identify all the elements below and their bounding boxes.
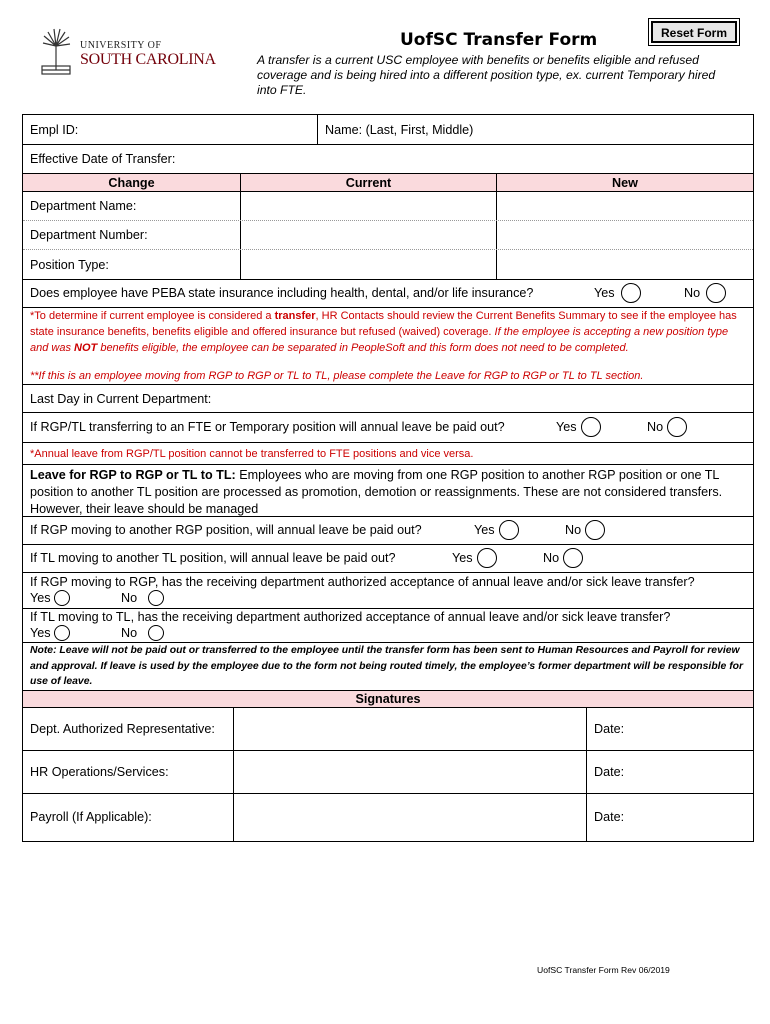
department-number-current-input[interactable] — [240, 221, 496, 249]
tl-paid-question: If TL moving to another TL position, will annual leave be paid out? — [30, 551, 396, 565]
peba-no-label: No — [684, 286, 701, 300]
tl-accept-no-label: No — [121, 626, 138, 640]
last-day-field[interactable]: Last Day in Current Department: — [23, 385, 753, 413]
row-label-department-number: Department Number: — [30, 228, 148, 242]
rgp-paid-question: If RGP moving to another RGP position, will annual leave be paid out? — [30, 523, 422, 537]
payroll-signature-input[interactable] — [233, 794, 586, 841]
payroll-date-field[interactable]: Date: — [586, 794, 753, 841]
department-name-new-input[interactable] — [496, 192, 753, 220]
sig-label-payroll: Payroll (If Applicable): — [30, 810, 152, 824]
tl-accept-yes-radio[interactable] — [54, 625, 70, 641]
leave-paid-yes-label: Yes — [556, 420, 577, 434]
annual-leave-note: *Annual leave from RGP/TL position cannot be transferred to FTE positions and vice versa. — [23, 443, 753, 465]
hr-ops-signature-input[interactable] — [233, 751, 586, 793]
rgp-accept-no-radio[interactable] — [148, 590, 164, 606]
logo-line1: UNIVERSITY OF — [80, 40, 162, 51]
leave-paid-no-label: No — [647, 420, 664, 434]
usc-logo — [38, 26, 218, 78]
transfer-note-text: *To determine if current employee is considered a transfer, HR Contacts should review the Current Benefits Summary to see if the employee has state insurance benefits, benefits eligible and offered insurance but refused (waived) coverage. If the employee is accepting a new position type and was NOT benefits eligible, the employee can be separated in PeopleSoft and this form does not need to be completed. — [30, 310, 737, 354]
dept-rep-signature-input[interactable] — [233, 708, 586, 750]
rgp-accept-yes-label: Yes — [30, 591, 51, 605]
rgp-tl-note: **If this is an employee moving from RGP to RGP or TL to TL, please complete the Leave for RGP to RGP or TL to TL section. — [30, 370, 644, 382]
rgp-paid-no-label: No — [565, 523, 582, 537]
tl-accept-question: If TL moving to TL, has the receiving department authorized acceptance of annual leave and/or sick leave transfer? — [30, 610, 671, 624]
header-change: Change — [108, 176, 155, 190]
peba-row — [23, 280, 753, 308]
name-field[interactable]: Name: (Last, First, Middle) — [317, 115, 753, 144]
signatures-header: Signatures — [23, 691, 753, 708]
tl-accept-row — [23, 609, 753, 643]
peba-yes-radio[interactable] — [621, 283, 641, 303]
id-name-row — [23, 115, 753, 145]
tl-paid-no-label: No — [543, 551, 560, 565]
leave-paid-no-radio[interactable] — [667, 417, 687, 437]
rgp-paid-yes-radio[interactable] — [499, 520, 519, 540]
department-number-new-input[interactable] — [496, 221, 753, 249]
tl-accept-yes-label: Yes — [30, 626, 51, 640]
reset-form-button[interactable]: Reset Form — [651, 21, 737, 43]
signature-row — [23, 794, 753, 841]
rgp-tl-section — [23, 465, 753, 517]
table-row — [23, 221, 753, 250]
table-row — [23, 250, 753, 280]
leave-note: Note: Leave will not be paid out or transferred to the employee until the transfer form has been sent to Human Resources and Payroll for review and approval. If leave is used by the employee due to the form not being routed timely, the employee’s former department will be responsible for use of leave. — [23, 643, 753, 691]
rgp-accept-row — [23, 573, 753, 609]
logo-line2: SOUTH CAROLINA — [80, 51, 216, 68]
rgp-paid-yes-label: Yes — [474, 523, 495, 537]
page-title: UofSC Transfer Form — [400, 30, 598, 50]
effective-date-field[interactable]: Effective Date of Transfer: — [23, 145, 753, 174]
sig-label-hr-ops: HR Operations/Services: — [30, 765, 169, 779]
tl-paid-row — [23, 545, 753, 573]
transfer-form — [22, 114, 754, 842]
leave-paid-row — [23, 413, 753, 443]
peba-yes-label: Yes — [594, 286, 615, 300]
empl-id-field[interactable]: Empl ID: — [30, 123, 79, 137]
tl-paid-no-radio[interactable] — [563, 548, 583, 568]
position-type-new-input[interactable] — [496, 250, 753, 279]
position-type-current-input[interactable] — [240, 250, 496, 279]
row-label-position-type: Position Type: — [30, 258, 109, 272]
peba-no-radio[interactable] — [706, 283, 726, 303]
footer-revision: UofSC Transfer Form Rev 06/2019 — [537, 965, 670, 975]
rgp-tl-text: Employees who are moving from one RGP position to another RGP position or one TL position to another TL position are processed as promotion, demotion or reassignments. These are not considered transfers. However, their leave should be managed — [30, 468, 723, 516]
rgp-tl-heading: Leave for RGP to RGP or TL to TL: — [30, 468, 236, 482]
tl-accept-no-radio[interactable] — [148, 625, 164, 641]
signature-row — [23, 708, 753, 751]
rgp-accept-no-label: No — [121, 591, 138, 605]
dept-rep-date-field[interactable]: Date: — [586, 708, 753, 750]
transfer-note — [23, 308, 753, 385]
header-current: Current — [240, 174, 496, 191]
department-name-current-input[interactable] — [240, 192, 496, 220]
table-row — [23, 192, 753, 221]
leave-paid-yes-radio[interactable] — [581, 417, 601, 437]
hr-ops-date-field[interactable]: Date: — [586, 751, 753, 793]
rgp-accept-question: If RGP moving to RGP, has the receiving department authorized acceptance of annual leave and/or sick leave transfer? — [30, 575, 695, 589]
header-new: New — [496, 174, 753, 191]
signature-row — [23, 751, 753, 794]
tl-paid-yes-label: Yes — [452, 551, 473, 565]
rgp-accept-yes-radio[interactable] — [54, 590, 70, 606]
rgp-paid-row — [23, 517, 753, 545]
leave-paid-question: If RGP/TL transferring to an FTE or Temporary position will annual leave be paid out? — [30, 420, 505, 434]
sig-label-dept-rep: Dept. Authorized Representative: — [30, 722, 215, 736]
change-table-header — [23, 174, 753, 192]
peba-question: Does employee have PEBA state insurance including health, dental, and/or life insurance? — [30, 286, 534, 300]
tl-paid-yes-radio[interactable] — [477, 548, 497, 568]
palmetto-tree-icon — [38, 26, 74, 76]
rgp-paid-no-radio[interactable] — [585, 520, 605, 540]
page-subtitle: A transfer is a current USC employee with benefits or benefits eligible and refused coverage and is being hired into a different position type, ex. current Temporary hired into FTE. — [257, 53, 716, 97]
row-label-department-name: Department Name: — [30, 199, 137, 213]
